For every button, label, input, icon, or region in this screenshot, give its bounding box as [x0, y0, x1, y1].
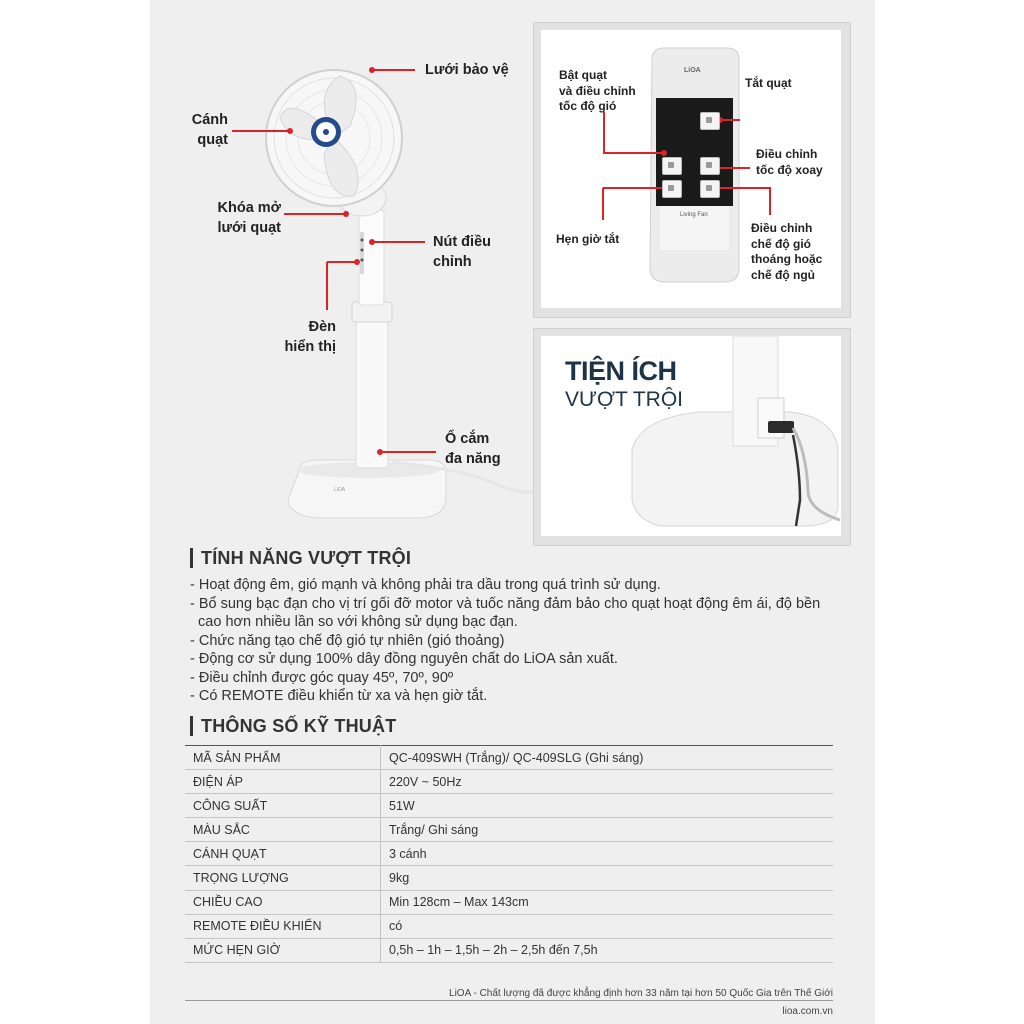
- spec-label: CHIỀU CAO: [185, 890, 381, 914]
- spec-value: 51W: [381, 794, 834, 818]
- remote-callout-bat-quat: Bật quạt và điều chỉnh tốc độ gió: [559, 68, 636, 114]
- spec-value: 3 cánh: [381, 842, 834, 866]
- spec-label: MỨC HẸN GIỜ: [185, 938, 381, 962]
- remote-model-label: Living Fan: [680, 212, 708, 218]
- specs-table: [185, 745, 833, 963]
- callout-o-cam: Ổ cắm đa năng: [445, 431, 501, 467]
- footer-website[interactable]: lioa.com.vn: [782, 1006, 833, 1017]
- spec-label: CÁNH QUẠT: [185, 842, 381, 866]
- remote-callout-tat-quat: Tắt quạt: [745, 76, 792, 90]
- features-heading: TÍNH NĂNG VƯỢT TRỘI: [190, 548, 411, 568]
- spec-value: có: [381, 914, 834, 938]
- utility-subtitle: VƯỢT TRỘI: [565, 388, 684, 411]
- table-row: [185, 770, 833, 794]
- remote-mode-button[interactable]: [700, 180, 720, 198]
- utility-title: TIỆN ÍCH: [565, 356, 677, 386]
- spec-label: MÃ SẢN PHẨM: [185, 746, 381, 770]
- callout-nut-dieu-chinh: Nút điều chỉnh: [433, 234, 491, 270]
- spec-label: TRỌNG LƯỢNG: [185, 866, 381, 890]
- callout-luoi-bao-ve: Lưới bảo vệ: [425, 62, 509, 78]
- spec-value: 0,5h – 1h – 1,5h – 2h – 2,5h đến 7,5h: [381, 938, 834, 962]
- specs-heading: THÔNG SỐ KỸ THUẬT: [190, 716, 396, 736]
- remote-callout-hen-gio: Hẹn giờ tắt: [556, 232, 620, 246]
- feature-item: - Chức năng tạo chế độ gió tự nhiên (gió thoảng): [190, 632, 505, 649]
- remote-oscillation-button[interactable]: [700, 157, 720, 175]
- table-row: [185, 890, 833, 914]
- spec-value: 9kg: [381, 866, 834, 890]
- spec-label: REMOTE ĐIỀU KHIỂN: [185, 914, 381, 938]
- spec-label: CÔNG SUẤT: [185, 794, 381, 818]
- feature-item: - Động cơ sử dụng 100% dây đồng nguyên chất do LiOA sản xuất.: [190, 651, 618, 667]
- spec-label: MÀU SẮC: [185, 818, 381, 842]
- remote-callout-che-do: Điều chỉnh chế độ gió thoáng hoặc chế độ ngủ: [751, 221, 823, 282]
- table-row: [185, 746, 833, 770]
- table-row: [185, 794, 833, 818]
- feature-item: - Bổ sung bạc đạn cho vị trí gối đỡ motor và tuốc năng đảm bảo cho quạt hoạt động êm ái, độ bền: [190, 595, 821, 612]
- spec-value: QC-409SWH (Trắng)/ QC-409SLG (Ghi sáng): [381, 746, 834, 770]
- remote-callout-dieu-chinh-toc-do: Điều chỉnh tốc độ xoay: [756, 147, 823, 177]
- spec-value: Min 128cm – Max 143cm: [381, 890, 834, 914]
- feature-item: - Hoạt động êm, gió mạnh và không phải tra dầu trong quá trình sử dụng.: [190, 577, 661, 593]
- footer-tagline: LiOA - Chất lượng đã được khẳng định hơn 33 năm tại hơn 50 Quốc Gia trên Thế Giới: [449, 988, 833, 999]
- table-row: [185, 914, 833, 938]
- feature-item: cao hơn nhiều lần so với không sử dụng bạc đạn.: [190, 614, 518, 630]
- callout-canh-quat: Cánh quạt: [191, 112, 228, 148]
- callout-den-hien-thi: Đèn hiển thị: [284, 319, 336, 355]
- stand-brand-logo: LiOA: [334, 487, 346, 493]
- remote-off-button[interactable]: [700, 112, 720, 130]
- callout-khoa-mo: Khóa mở lưới quạt: [217, 200, 281, 236]
- table-row: [185, 866, 833, 890]
- feature-item: - Điều chỉnh được góc quay 45º, 70º, 90º: [190, 669, 454, 686]
- remote-speed-button[interactable]: [662, 157, 682, 175]
- feature-item: - Có REMOTE điều khiển từ xa và hẹn giờ tắt.: [190, 688, 488, 704]
- spec-value: Trắng/ Ghi sáng: [381, 818, 834, 842]
- footer-divider: [185, 1000, 833, 1001]
- remote-timer-button[interactable]: [662, 180, 682, 198]
- table-row: [185, 842, 833, 866]
- remote-brand-logo: LiOA: [684, 67, 701, 74]
- spec-label: ĐIỆN ÁP: [185, 770, 381, 794]
- table-row: [185, 938, 833, 962]
- features-list: [190, 576, 840, 706]
- table-row: [185, 818, 833, 842]
- spec-value: 220V ~ 50Hz: [381, 770, 834, 794]
